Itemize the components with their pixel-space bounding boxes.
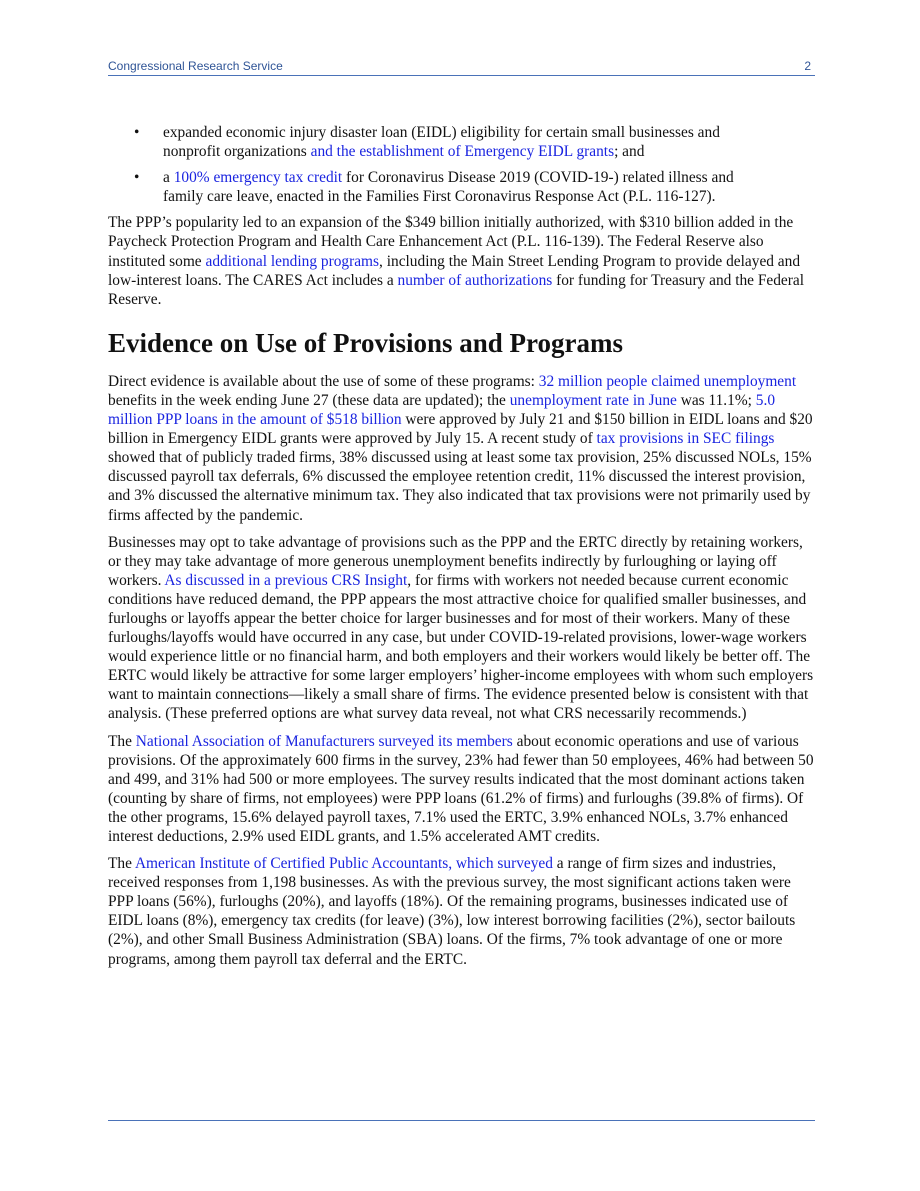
link-number-of-authorizations[interactable]: number of authorizations <box>397 271 553 289</box>
link-ppp-loans[interactable]: 5.0 million PPP loans in the amount of $518 billion <box>108 391 776 429</box>
bullet-text: a <box>163 169 174 187</box>
bullet-text: for Coronavirus Disease 2019 (COVID-19-) related illness and family care leave, enacted in the Families First Coronavirus Response Act (P.L. 116-127). <box>163 169 734 206</box>
text: was 11.1%; <box>676 391 756 409</box>
text: Direct evidence is available about the use of some of these programs: <box>108 372 539 390</box>
paragraph-aicpa-survey <box>108 854 818 969</box>
header-title: Congressional Research Service <box>108 59 283 73</box>
text: about economic operations and use of various provisions. Of the approximately 600 firms in the survey, 23% had fewer than 50 employees, 46% had between 50 and 499, and 31% had 500 or more employees. The survey results indicated that the most dominant actions taken (counting by share of firms, not employees) were PPP loans (61.2% of firms) and furloughs (39.8% of firms). Of the other programs, 15.6% delayed payroll taxes, 7.1% used the ERTC, 3.9% enhanced NOLs, 3.7% enhanced interest deductions, 2.9% used EIDL grants, and 1.5% accelerated AMT credits. <box>108 732 814 845</box>
link-unemployment-claims[interactable]: 32 million people claimed unemployment <box>538 372 797 390</box>
bullet-icon: • <box>134 169 140 187</box>
bullet-item <box>108 123 818 161</box>
bullet-text: expanded economic injury disaster loan (EIDL) eligibility for certain small businesses and nonprofit organizations <box>163 124 720 161</box>
bullet-text: ; and <box>614 143 645 161</box>
text: , including the Main Street Lending Program to provide delayed and low-interest loans. The CARES Act includes a <box>108 252 801 289</box>
document-body <box>108 123 818 977</box>
link-crs-insight[interactable]: As discussed in a previous CRS Insight <box>164 571 408 589</box>
link-additional-lending-programs[interactable]: additional lending programs <box>205 252 380 270</box>
link-emergency-tax-credit[interactable]: 100% emergency tax credit <box>173 169 343 187</box>
link-emergency-eidl-grants[interactable]: and the establishment of Emergency EIDL grants <box>310 143 615 161</box>
section-heading: Evidence on Use of Provisions and Programs <box>108 327 624 358</box>
text: a range of firm sizes and industries, received responses from 1,198 businesses. As with the previous survey, the most significant actions taken were PPP loans (56%), furloughs (20%), and layoffs (18%). Of the remaining programs, businesses indicated use of EIDL loans (8%), emergency tax credits (for leave) (3%), low interest borrowing facilities (2%), sector bailouts (2%), and other Small Business Administration (SBA) loans. Of the firms, 7% took advantage of one or more programs, among them payroll tax deferral and the ERTC. <box>108 855 796 968</box>
footer-rule <box>108 1120 815 1121</box>
text: for funding for Treasury and the Federal Reserve. <box>108 271 805 308</box>
page-number: 2 <box>804 59 811 73</box>
paragraph-ppp-expansion <box>108 213 818 308</box>
text: showed that of publicly traded firms, 38% discussed using at least some tax provision, 25% discussed NOLs, 15% discussed payroll tax deferrals, 6% discussed the employee retention credit, 11% discussed the interest provision, and 3% discussed the alternative minimum tax. They also indicated that tax provisions were not primarily used by firms affected by the pandemic. <box>108 449 812 524</box>
text: benefits in the week ending June 27 (these data are updated); the <box>108 391 510 409</box>
text: The <box>108 855 135 873</box>
link-sec-filings[interactable]: tax provisions in SEC filings <box>596 430 775 448</box>
bullet-list <box>108 123 818 206</box>
link-nam-survey[interactable]: National Association of Manufacturers surveyed its members <box>135 732 513 750</box>
page-header <box>108 58 815 76</box>
paragraph-direct-evidence <box>108 372 818 525</box>
paragraph-nam-survey <box>108 732 818 847</box>
link-aicpa-survey[interactable]: American Institute of Certified Public Accountants, which surveyed <box>134 855 553 873</box>
bullet-item <box>108 168 818 206</box>
text: The PPP’s popularity led to an expansion of the $349 billion initially authorized, with $310 billion added in the Paycheck Protection Program and Health Care Enhancement Act (P.L. 116-139). The Federal Reserve also instituted some <box>108 214 794 270</box>
link-unemployment-rate[interactable]: unemployment rate in June <box>509 391 677 409</box>
paragraph-business-options <box>108 533 818 724</box>
text: , for firms with workers not needed because current economic conditions have reduced demand, the PPP appears the most attractive choice for qualified smaller businesses, and furloughs or layoffs appear the better choice for larger businesses and for most of their workers. Many of these furloughs/layoffs would have occurred in any case, but under COVID-19-related provisions, lower-wage workers would experience little or no financial harm, and both employers and their workers would likely be better off. The ERTC would likely be attractive for some larger employers’ higher-income employees with whom such employers want to maintain connections—likely a small share of firms. The evidence presented below is consistent with that analysis. (These preferred options are what survey data reveal, not what CRS necessarily recommends.) <box>108 571 814 723</box>
text: The <box>108 732 136 750</box>
text: Businesses may opt to take advantage of provisions such as the PPP and the ERTC directly by retaining workers, or they may take advantage of more generous unemployment benefits indirectly by furloughing or laying off workers. <box>108 533 803 589</box>
text: were approved by July 21 and $150 billion in EIDL loans and $20 billion in Emergency EIDL grants were approved by July 15. A recent study of <box>108 411 813 448</box>
bullet-icon: • <box>134 124 140 141</box>
